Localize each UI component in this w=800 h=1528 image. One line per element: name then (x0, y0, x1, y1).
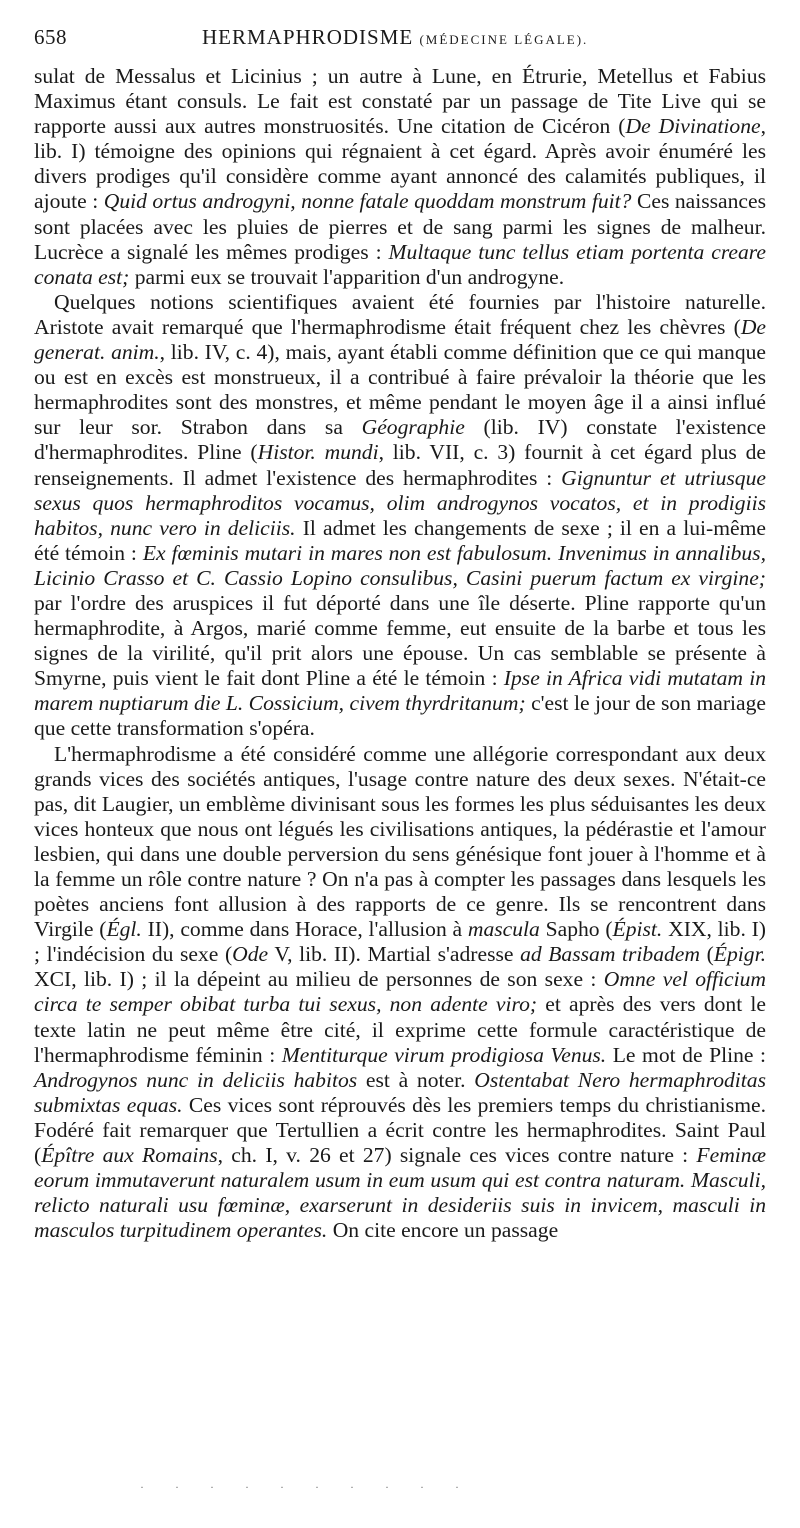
latin-citation-text: Gignuntur et utriusque sexus quos hermaphroditos vocamus, olim androgynos vocatos, et in prodigiis habitos, nunc vero in deliciis. (34, 465, 766, 540)
paragraph-text: Ces vices sont réprouvés dès les premiers temps du christianisme. Fodéré fait remarquer que Tertullien a écrit contre les hermaphrodites. Saint Paul ( (34, 1092, 766, 1168)
paragraph-text: est à noter. (357, 1067, 475, 1092)
paragraph (34, 742, 766, 1244)
paragraph-text: Ces naissances sont placées avec les pluies de pierres et de sang parmi les signes de malheur. Lucrèce a signalé les mêmes prodiges : (34, 189, 766, 264)
document-page (34, 22, 766, 1243)
latin-citation-text: Quid ortus androgyni, nonne fatale quoddam monstrum fuit? (103, 189, 632, 214)
latin-citation-text: Ode (232, 942, 269, 967)
body-text (34, 64, 766, 1243)
page-header (34, 22, 766, 52)
paragraph-text: parmi eux se trouvait l'apparition d'un androgyne. (129, 264, 565, 289)
latin-citation-text: De generat. anim. (34, 314, 766, 365)
paragraph (34, 290, 766, 742)
paragraph-text: (lib. IV) constate l'existence d'hermaphrodites. Pline ( (34, 415, 766, 465)
paragraph-text: sulat de Messalus et Licinius ; un autre à Lune, en Étrurie, Metellus et Fabius Maximus étant consuls. Le fait est constaté par un passage de Tite Live qui se rapporte aussi aux autres monstruosités. Une citation de Cicéron ( (34, 64, 766, 139)
latin-citation-text: Ipse in Africa vidi mutatam in marem nuptiarum die L. Cossicium, civem thyrdritanum; (34, 666, 766, 716)
paragraph-text: Il admet les changements de sexe ; il en a lui-même été témoin : (34, 515, 767, 565)
latin-citation-text: Feminæ eorum immutaverunt naturalem usum in eum usum qui est contra naturam. Masculi, relicto naturali usu fœminæ, exarserunt in desideriis suis in invicem, masculi in masculos turpitudinem operantes. (34, 1143, 766, 1243)
running-title-subtitle: (MÉDECINE LÉGALE). (419, 32, 589, 47)
latin-citation-text: Épigr. (713, 942, 766, 967)
latin-citation-text: ad Bassam tribadem (520, 942, 700, 967)
paragraph-text: L'hermaphrodisme a été considéré comme une allégorie correspondant aux deux grands vices des sociétés antiques, l'usage contre nature des deux sexes. N'était-ce pas, dit Laugier, un emblème divinisant sous les formes les plus séduisantes les deux vices honteux que nous ont légués les civilisations antiques, la pédérastie et l'amour lesbien, qui dans une double perversion du sens génésique font jouer à l'homme et à la femme un rôle contre nature ? On n'a pas à compter les passages dans lesquels les poètes anciens font allusion à des rapports de ce genre. Ils se rencontrent dans Virgile ( (34, 741, 766, 942)
latin-citation-text: Ex fœminis mutari in mares non est fabulosum. Invenimus in annalibus, Licinio Crasso et C. Cassio Lopino consulibus, Casini puerum factum ex virgine; (34, 540, 766, 590)
paragraph-text: Sapho ( (539, 917, 613, 942)
latin-citation-text: Ostentabat Nero hermaphroditas submixtas equas. (34, 1067, 766, 1117)
paragraph-text: Quelques notions scientifiques avaient été fournies par l'histoire naturelle. Aristote avait remarqué que l'hermaphrodisme était fréquent chez les chèvres ( (34, 289, 766, 339)
latin-citation-text: Égl. (106, 917, 142, 942)
paragraph-text: XCI, lib. I) ; il la dépeint au milieu de personnes de son sexe : (34, 967, 604, 992)
paragraph-text: par l'ordre des aruspices il fut déporté dans une île déserte. Pline rapporte qu'un hermaphrodite, à Argos, marié comme femme, eut ensuite de la barbe et tous les signes de la virilité, qu'il prit alors une épouse. Un cas semblable se présente à Smyrne, puis vient le fait dont Pline a été le témoin : (34, 590, 766, 691)
latin-citation-text: Épître aux Romains (41, 1143, 218, 1168)
paragraph-text: II), comme dans Horace, l'allusion à (141, 917, 468, 942)
latin-citation-text: Mentiturque virum prodigiosa Venus. (281, 1042, 607, 1067)
latin-citation-text: Multaque tunc tellus etiam portenta creare conata est; (34, 239, 766, 289)
latin-citation-text: mascula (467, 917, 540, 942)
latin-citation-text: Histor. mundi (257, 440, 379, 465)
paragraph-text: , lib. I) témoigne des opinions qui régnaient à cet égard. Après avoir énuméré les divers prodiges qu'il considère comme ayant annoncé des calamités publiques, il ajoute : (34, 114, 767, 214)
latin-citation-text: Androgynos nunc in deliciis habitos (34, 1067, 358, 1092)
latin-citation-text: De Divinatione (625, 114, 761, 139)
page-number: 658 (34, 25, 67, 49)
latin-citation-text: Omne vel officium circa te semper obibat turba tui sexus, non adente viro; (34, 967, 766, 1017)
paragraph-text: V, lib. II). Martial s'adresse (268, 942, 521, 967)
latin-citation-text: Géographie (361, 415, 465, 440)
paragraph-text: XIX, lib. I) ; l'indécision du sexe ( (34, 917, 766, 967)
running-title (202, 22, 588, 55)
paragraph-text: , ch. I, v. 26 et 27) signale ces vices contre nature : (217, 1143, 697, 1168)
latin-citation-text: Épist. (612, 917, 663, 942)
paragraph-text: ( (700, 942, 714, 967)
paragraph-text: et après des vers dont le texte latin ne peut même être cité, il exprime cette formule caractéristique de l'hermaphrodisme féminin : (34, 992, 766, 1067)
paragraph-text: , lib. IV, c. 4), mais, ayant établi comme définition que ce qui manque ou est en excès est monstrueux, il a contribué à faire prévaloir la théorie que les hermaphrodites sont des monstres, et même pendant le moyen âge il a ainsi influé sur leur sor. Strabon dans sa (34, 340, 766, 440)
scan-artifact-dots: · · · · · · · · · · (140, 1480, 473, 1494)
paragraph-text: c'est le jour de son mariage que cette transformation s'opéra. (34, 691, 766, 741)
paragraph-text: Le mot de Pline : (606, 1042, 766, 1067)
paragraph (34, 64, 766, 290)
paragraph-text: , lib. VII, c. 3) fournit à cet égard plus de renseignements. Il admet l'existence des hermaphrodites : (34, 440, 767, 490)
paragraph-text: On cite encore un passage (327, 1218, 559, 1243)
running-title-main: HERMAPHRODISME (202, 25, 414, 49)
